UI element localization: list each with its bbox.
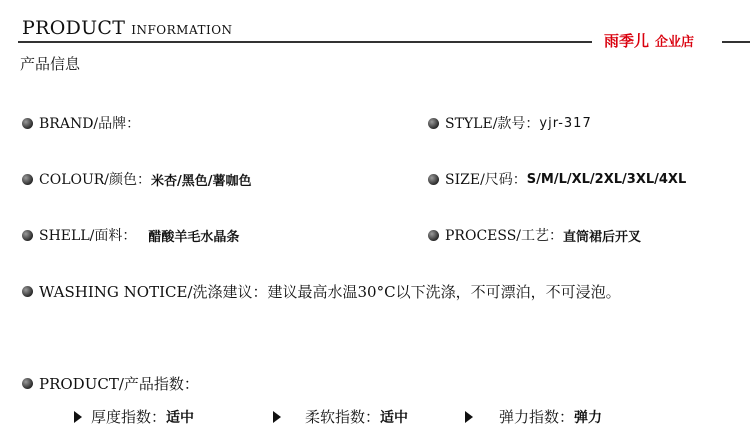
spec-style [428,113,592,133]
spec-process [428,225,641,245]
spec-size [428,169,686,189]
spec-washing-value: 建议最高水温30°C以下洗涤，不可漂泊，不可浸泡。 [267,283,621,301]
spec-style-value: yjr-317 [539,115,592,131]
section-title-en [22,17,233,39]
header-divider-left [18,41,592,43]
index-thickness-value: 适中 [166,409,195,426]
spec-size-value: S/M/L/XL/2XL/3XL/4XL [526,171,687,187]
brand-name: 雨季儿 [604,32,650,50]
index-softness [273,406,408,427]
bullet-dot-icon [428,230,439,241]
index-softness-value: 适中 [380,409,409,426]
spec-size-label: SIZE/尺码： [445,172,527,188]
spec-colour [22,169,252,189]
bullet-dot-icon [428,174,439,185]
product-index-label: PRODUCT/产品指数： [39,375,199,393]
bullet-dot-icon [22,230,33,241]
spec-colour-value: 米杏/黑色/薯咖色 [151,173,252,189]
section-title-zh: 产品信息 [20,55,81,73]
spec-brand-label: BRAND/品牌： [39,116,141,132]
spec-shell [22,225,239,245]
title-product: PRODUCT [22,17,126,39]
header-divider-right [722,41,750,43]
index-thickness-label: 厚度指数： [91,408,167,426]
triangle-right-icon [273,411,281,423]
title-information: INFORMATION [131,23,233,37]
brand-suffix: 企业店 [655,35,695,50]
index-elasticity-label: 弹力指数： [499,408,575,426]
bullet-dot-icon [428,118,439,129]
spec-shell-label: SHELL/面料： [39,228,137,244]
bullet-dot-icon [22,286,33,297]
bullet-dot-icon [22,118,33,129]
spec-process-label: PROCESS/工艺： [445,228,564,244]
spec-brand [22,113,140,133]
bullet-dot-icon [22,378,33,389]
bullet-dot-icon [22,174,33,185]
index-thickness [74,406,194,427]
triangle-right-icon [465,411,473,423]
spec-colour-label: COLOUR/颜色： [39,172,152,188]
spec-process-value: 直筒裙后开叉 [563,229,642,245]
product-index-heading [22,373,199,394]
index-elasticity [465,406,602,427]
brand-logo [604,30,694,51]
spec-washing-label: WASHING NOTICE/洗涤建议： [39,283,268,301]
index-elasticity-value: 弹力 [574,409,603,426]
spec-washing [22,281,621,302]
spec-style-label: STYLE/款号： [445,116,540,132]
index-softness-label: 柔软指数： [305,408,381,426]
triangle-right-icon [74,411,82,423]
spec-shell-value: 醋酸羊毛水晶条 [148,229,240,245]
